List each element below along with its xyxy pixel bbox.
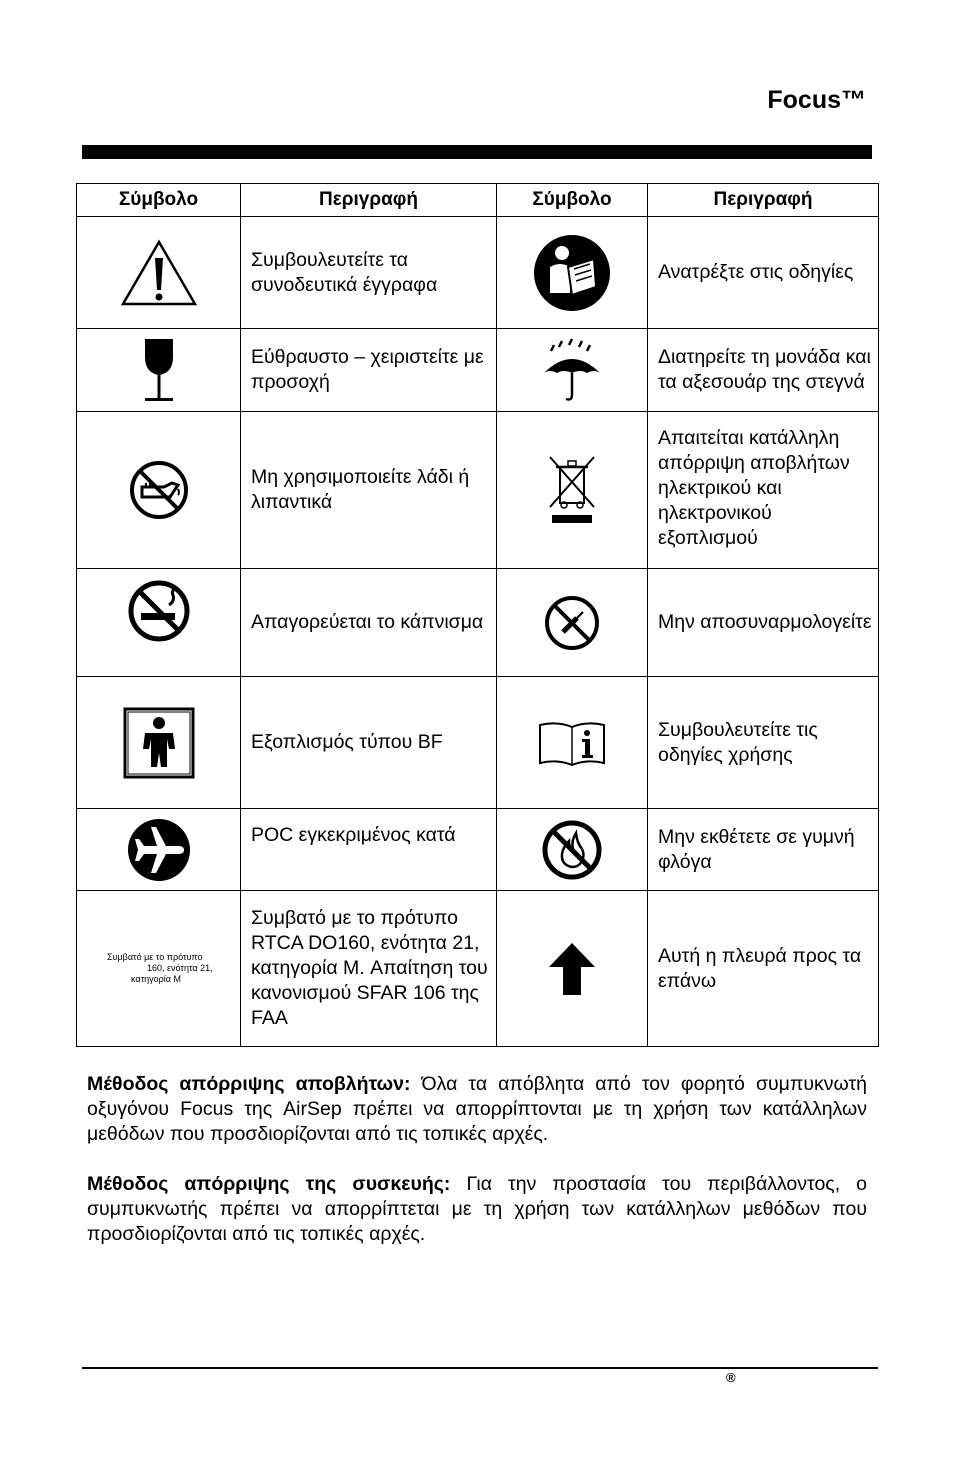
symbol-cell [497,412,648,569]
instructions-book-icon [537,719,607,767]
symbol-cell [497,569,648,677]
header-description-2: Περιγραφή [648,184,879,217]
header-description-1: Περιγραφή [241,184,497,217]
header-symbol-2: Σύμβολο [497,184,648,217]
waste-disposal-paragraph [87,1072,867,1147]
waste-disposal-label: Μέθοδος απόρριψης αποβλήτων: [87,1073,411,1095]
header-symbol-1: Σύμβολο [77,184,241,217]
symbols-table [76,183,879,1047]
description-cell: Διατηρείτε τη μονάδα και τα αξεσουάρ της στεγνά [648,329,879,412]
airplane-icon [126,817,192,883]
device-disposal-paragraph [87,1172,867,1247]
description-cell: Απαγορεύεται το κάπνισμα [241,569,497,677]
description-cell: Μην εκθέτετε σε γυμνή φλόγα [648,809,879,891]
symbol-cell [77,217,241,329]
description-cell: Απαιτείται κατάλληλη απόρριψη αποβλήτων ηλεκτρικού και ηλεκτρονικού εξοπλισμού [648,412,879,569]
no-open-flame-icon [541,819,603,881]
description-cell: Συμβουλευτείτε τα συνοδευτικά έγγραφα [241,217,497,329]
fragile-glass-icon [139,337,179,403]
refer-to-manual-icon [532,233,612,313]
symbol-cell [77,891,241,1047]
warning-triangle-icon [119,238,199,308]
compliance-symbol-text: Συμβατό με το πρότυπο 160, ενότητα 21, κατηγορία M [107,952,213,984]
symbol-cell [497,217,648,329]
device-disposal-label: Μέθοδος απόρριψης της συσκευής: [87,1173,451,1195]
description-cell: Συμβατό με το πρότυπο RTCA DO160, ενότητα 21, κατηγορία M. Απαίτηση του κανονισμού SFAR 106 της FAA [241,891,497,1047]
symbol-cell [77,677,241,809]
symbol-cell [77,569,241,677]
header-rule [82,145,872,159]
symbol-cell [497,891,648,1047]
symbol-cell [77,412,241,569]
table-row [77,677,879,809]
waste-disposal-text: Όλα τα απόβλητα από τον φορητό συμπυκνωτή οξυγόνου Focus της AirSep πρέπει να απορρίπτονται με τη χρήση των κατάλληλων μεθόδων που προσδιορίζονται από τις τοπικές αρχές. [87,1073,867,1145]
no-smoking-icon [127,579,191,643]
table-row [77,891,879,1047]
device-disposal-text: Για την προστασία του περιβάλλοντος, ο συμπυκνωτής πρέπει να απορρίπτεται με τη χρήση των κατάλληλων μεθόδων που προσδιορίζονται από τις τοπικές αρχές. [87,1173,867,1245]
description-cell: Εύθραυστο – χειριστείτε με προσοχή [241,329,497,412]
table-row [77,809,879,891]
description-cell: Μη χρησιμοποιείτε λάδι ή λιπαντικά [241,412,497,569]
brand-title: Focus™ [767,86,866,114]
symbol-cell [77,809,241,891]
registered-mark: ® [726,1370,736,1385]
table-row [77,217,879,329]
description-cell: POC εγκεκριμένος κατά [241,809,497,891]
description-cell: Συμβουλευτείτε τις οδηγίες χρήσης [648,677,879,809]
symbol-cell [497,677,648,809]
table-header-row [77,184,879,217]
table-row [77,412,879,569]
table-row [77,569,879,677]
footer-rule [82,1367,878,1369]
do-not-disassemble-icon [543,594,601,652]
description-cell: Εξοπλισμός τύπου BF [241,677,497,809]
description-cell: Αυτή η πλευρά προς τα επάνω [648,891,879,1047]
symbol-cell [77,329,241,412]
keep-dry-umbrella-icon [542,337,602,403]
symbol-cell [497,329,648,412]
weee-bin-icon [544,453,600,527]
description-cell: Ανατρέξτε στις οδηγίες [648,217,879,329]
type-bf-icon [123,707,195,779]
no-oil-icon [128,459,190,521]
symbol-cell [497,809,648,891]
this-side-up-arrow-icon [547,941,597,997]
table-row [77,329,879,412]
description-cell: Μην αποσυναρμολογείτε [648,569,879,677]
